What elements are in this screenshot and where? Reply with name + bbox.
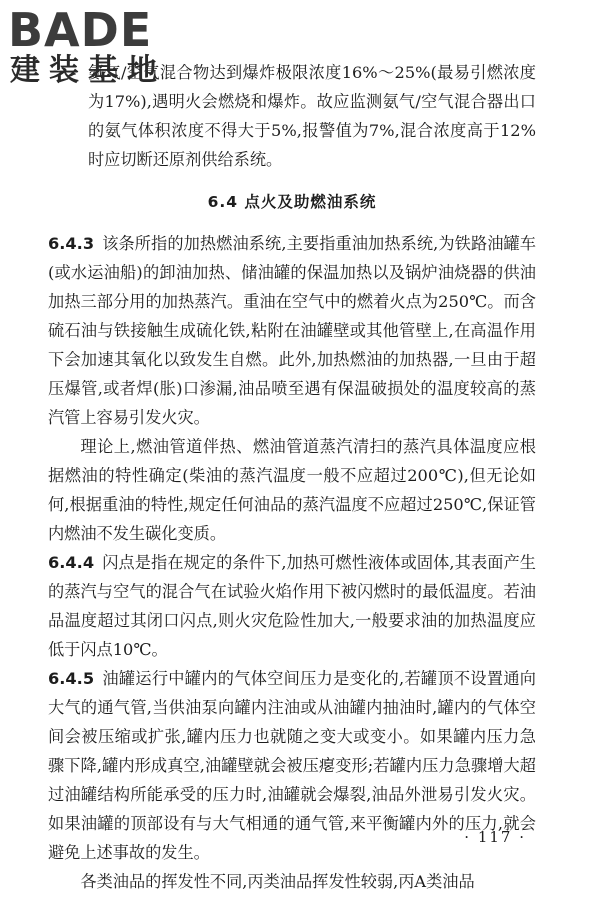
clause-text: 该条所指的加热燃油系统,主要指重油加热系统,为铁路油罐车(或水运油船)的卸油加热、储油罐的保温加热以及锅炉油烧器的供油加热三部分用的加热蒸汽。重油在空气中的燃着火点为250℃。而含硫石油与铁接触生成硫化铁,粘附在油罐壁或其他管壁上,在高温作用下会加速其氧化以致发生自燃。此外,加热燃油的加热器,一旦由于超压爆管,或者焊(胀)口渗漏,油品喷至遇有保温破损处的温度较高的蒸汽管上容易引发火灾。 [48,234,536,427]
clause-text: 油罐运行中罐内的气体空间压力是变化的,若罐顶不设置通向大气的通气管,当供油泵向罐内注油或从油罐内抽油时,罐内的气体空间会被压缩或扩张,罐内压力也就随之变大或变小。如果罐内压力急骤下降,罐内形成真空,油罐壁就会被压瘪变形;若罐内压力急骤增大超过油罐结构所能承受的压力时,油罐就会爆裂,油品外泄易引发火灾。如果油罐的顶部设有与大气相通的通气管,来平衡罐内外的压力,就会避免上述事故的发生。 [48,669,536,862]
clause-6-4-4 [48,548,536,664]
clause-text: 闪点是指在规定的条件下,加热可燃性液体或固体,其表面产生的蒸汽与空气的混合气在试验火焰作用下被闪燃时的最低温度。若油品温度超过其闭口闪点,则火灾危险性加大,一般要求油的加热温度应低于闪点10℃。 [48,553,536,659]
intro-paragraph: 氨气/空气混合物达到爆炸极限浓度16%～25%(最易引燃浓度为17%),遇明火会燃烧和爆炸。故应监测氨气/空气混合器出口的氨气体积浓度不得大于5%,报警值为7%,混合浓度高于12%时应切断还原剂供给系统。 [88,63,536,169]
section-heading: 6.4 点火及助燃油系统 [207,193,377,211]
page-number: · 117 · [464,828,526,846]
clause-6-4-3-extra: 理论上,燃油管道伴热、燃油管道蒸汽清扫的蒸汽具体温度应根据燃油的特性确定(柴油的蒸汽温度一般不应超过200℃),但无论如何,根据重油的特性,规定任何油品的蒸汽温度不应超过250℃,保证管内燃油不发生碳化变质。 [48,437,536,543]
clause-6-4-5 [48,664,536,867]
bade-logo [8,3,178,88]
logo-wordmark: BADE [8,3,153,57]
clause-6-4-5-extra: 各类油品的挥发性不同,丙类油品挥发性较弱,丙A类油品 [80,872,475,891]
clause-6-4-3 [48,229,536,432]
clause-number: 6.4.3 [48,234,95,253]
logo-subtitle: 建装基地 [10,53,166,88]
document-body [48,58,536,896]
clause-number: 6.4.4 [48,553,95,572]
clause-number: 6.4.5 [48,669,95,688]
